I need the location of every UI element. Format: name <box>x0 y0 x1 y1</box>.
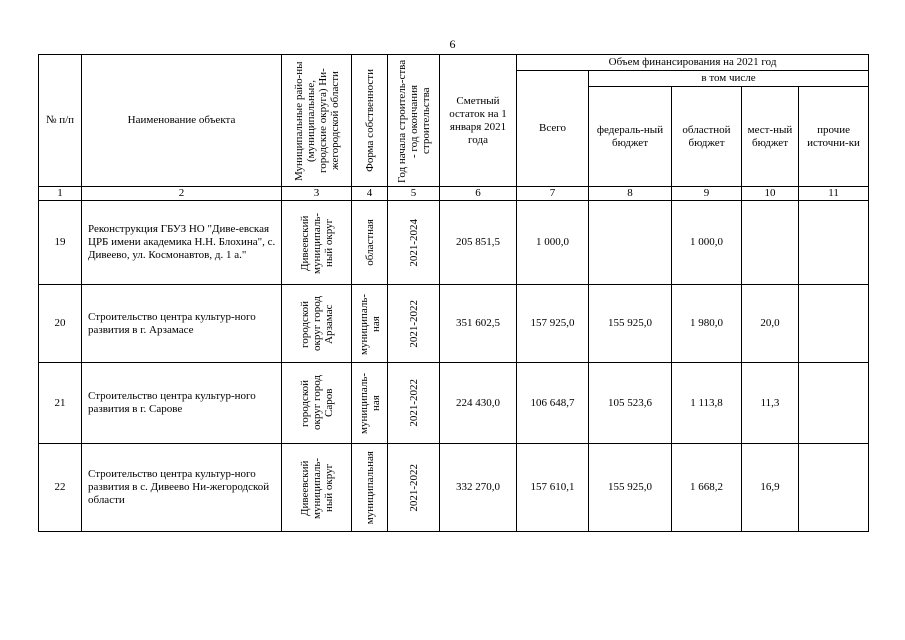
row-federal: 155 925,0 <box>589 444 672 532</box>
table-row <box>39 201 869 285</box>
header-name: Наименование объекта <box>82 55 282 187</box>
row-regional: 1 980,0 <box>672 285 742 363</box>
column-number: 2 <box>82 187 282 201</box>
row-district-cell <box>282 444 352 532</box>
header-including: в том числе <box>589 71 869 87</box>
header-total: Всего <box>517 71 589 187</box>
row-regional: 1 113,8 <box>672 363 742 444</box>
row-local <box>742 201 799 285</box>
column-number-row <box>39 187 869 201</box>
column-number: 9 <box>672 187 742 201</box>
row-ownership-cell <box>352 285 388 363</box>
row-regional: 1 000,0 <box>672 201 742 285</box>
funding-table <box>38 54 869 532</box>
row-local: 20,0 <box>742 285 799 363</box>
row-estimate: 224 430,0 <box>440 363 517 444</box>
row-num: 22 <box>39 444 82 532</box>
row-name: Строительство центра культур-ного развития в с. Дивеево Ни-жегородской области <box>82 444 282 532</box>
row-years-cell <box>388 201 440 285</box>
row-years-cell <box>388 285 440 363</box>
header-district-cell <box>282 55 352 187</box>
header-other: прочие источни-ки <box>799 87 869 187</box>
header-district: Муниципальные райо-ны (муниципальные, городские округа) Ни-жегородской области <box>292 60 341 181</box>
row-estimate: 205 851,5 <box>440 201 517 285</box>
row-name: Строительство центра культур-ного развития в г. Сарове <box>82 363 282 444</box>
row-other <box>799 363 869 444</box>
row-years: 2021-2022 <box>407 463 420 512</box>
column-number: 6 <box>440 187 517 201</box>
table-row <box>39 444 869 532</box>
column-number: 7 <box>517 187 589 201</box>
column-number: 10 <box>742 187 799 201</box>
row-total: 157 610,1 <box>517 444 589 532</box>
row-num: 19 <box>39 201 82 285</box>
row-years: 2021-2022 <box>407 299 420 348</box>
row-ownership-cell <box>352 363 388 444</box>
header-federal: федераль-ный бюджет <box>589 87 672 187</box>
row-ownership: муниципальная <box>363 450 376 525</box>
header-regional: областной бюджет <box>672 87 742 187</box>
row-years: 2021-2024 <box>407 218 420 267</box>
header-years: Год начала строитель-ства - год окончания строительства <box>395 58 432 183</box>
row-years-cell <box>388 444 440 532</box>
row-ownership: муниципаль-ная <box>357 372 382 434</box>
row-years: 2021-2022 <box>407 379 420 427</box>
row-other <box>799 201 869 285</box>
header-years-cell <box>388 55 440 187</box>
row-total: 1 000,0 <box>517 201 589 285</box>
row-federal <box>589 201 672 285</box>
row-ownership: муниципаль-ная <box>357 292 382 355</box>
row-ownership: областная <box>363 219 376 266</box>
header-funding: Объем финансирования на 2021 год <box>517 55 869 71</box>
column-number: 8 <box>589 187 672 201</box>
row-district: городской округ город Арзамас <box>298 296 335 351</box>
row-regional: 1 668,2 <box>672 444 742 532</box>
row-total: 157 925,0 <box>517 285 589 363</box>
row-ownership-cell <box>352 201 388 285</box>
row-name: Строительство центра культур-ного развития в г. Арзамасе <box>82 285 282 363</box>
row-num: 21 <box>39 363 82 444</box>
row-num: 20 <box>39 285 82 363</box>
page-number: 6 <box>449 37 456 51</box>
row-ownership-cell <box>352 444 388 532</box>
row-district: городской округ город Саров <box>298 375 335 431</box>
row-district-cell <box>282 201 352 285</box>
column-number: 4 <box>352 187 388 201</box>
row-other <box>799 285 869 363</box>
column-number: 11 <box>799 187 869 201</box>
header-num: № п/п <box>39 55 82 187</box>
column-number: 5 <box>388 187 440 201</box>
row-federal: 155 925,0 <box>589 285 672 363</box>
row-total: 106 648,7 <box>517 363 589 444</box>
header-local: мест-ный бюджет <box>742 87 799 187</box>
header-estimate: Сметный остаток на 1 января 2021 года <box>440 55 517 187</box>
header-ownership: Форма собственности <box>363 69 376 172</box>
row-years-cell <box>388 363 440 444</box>
row-local: 16,9 <box>742 444 799 532</box>
table-row <box>39 285 869 363</box>
row-estimate: 332 270,0 <box>440 444 517 532</box>
row-federal: 105 523,6 <box>589 363 672 444</box>
row-district-cell <box>282 285 352 363</box>
column-number: 3 <box>282 187 352 201</box>
row-district: Дивеевский муниципаль-ный округ <box>298 456 335 519</box>
row-name: Реконструкция ГБУЗ НО "Диве-евская ЦРБ имени академика Н.Н. Блохина", с. Дивеево, ул. Космонавтов, д. 1 а." <box>82 201 282 285</box>
row-estimate: 351 602,5 <box>440 285 517 363</box>
row-district-cell <box>282 363 352 444</box>
row-district: Дивеевский муниципаль-ный округ <box>298 211 335 274</box>
header-ownership-cell <box>352 55 388 187</box>
row-local: 11,3 <box>742 363 799 444</box>
column-number: 1 <box>39 187 82 201</box>
table-row <box>39 363 869 444</box>
row-other <box>799 444 869 532</box>
